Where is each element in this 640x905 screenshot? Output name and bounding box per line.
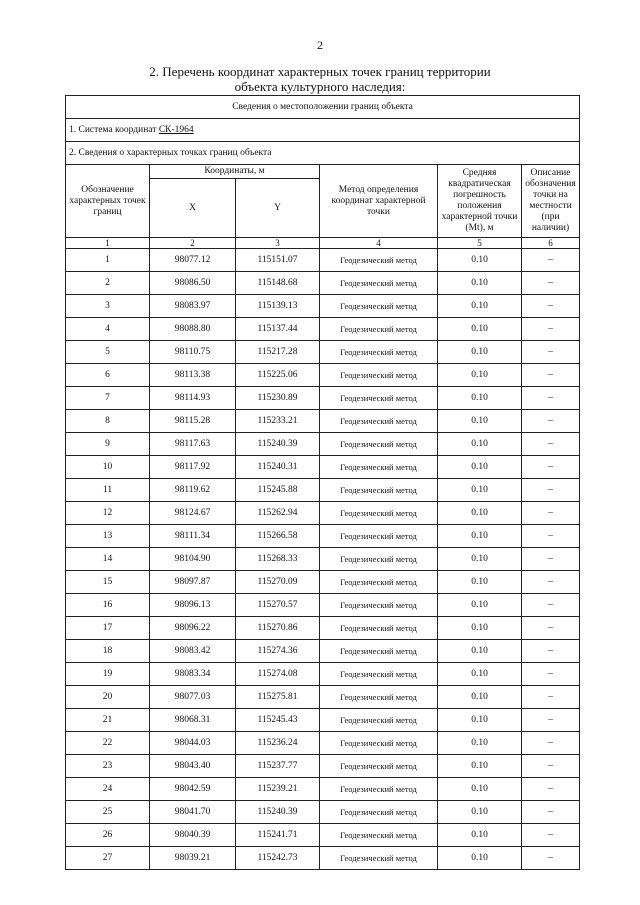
coordinate-system-row (66, 119, 580, 142)
y-coordinate-cell: 115237.77 (236, 755, 320, 778)
section-heading: Сведения о местоположении границ объекта (66, 96, 580, 119)
point-number-cell: 22 (66, 732, 150, 755)
coordinates-table (65, 95, 580, 870)
x-coordinate-cell: 98124.67 (150, 502, 236, 525)
description-cell: – (522, 387, 580, 410)
y-coordinate-cell: 115245.43 (236, 709, 320, 732)
table-row (66, 479, 580, 502)
header-point-designation: Обозначение характерных точек границ (66, 165, 150, 238)
table-row (66, 456, 580, 479)
method-cell: Геодезический метод (320, 755, 438, 778)
table-row (66, 410, 580, 433)
accuracy-cell: 0.10 (438, 594, 522, 617)
y-coordinate-cell: 115245.88 (236, 479, 320, 502)
y-coordinate-cell: 115274.36 (236, 640, 320, 663)
point-number-cell: 17 (66, 617, 150, 640)
method-cell: Геодезический метод (320, 456, 438, 479)
description-cell: – (522, 479, 580, 502)
y-coordinate-cell: 115137.44 (236, 318, 320, 341)
x-coordinate-cell: 98097.87 (150, 571, 236, 594)
column-number: 2 (150, 238, 236, 249)
y-coordinate-cell: 115225.06 (236, 364, 320, 387)
document-title (0, 64, 640, 94)
accuracy-cell: 0.10 (438, 341, 522, 364)
point-number-cell: 21 (66, 709, 150, 732)
method-cell: Геодезический метод (320, 433, 438, 456)
point-number-cell: 27 (66, 847, 150, 870)
point-number-cell: 25 (66, 801, 150, 824)
point-number-cell: 23 (66, 755, 150, 778)
table-row (66, 709, 580, 732)
document-title-line-2: объекта культурного наследия: (234, 79, 406, 94)
y-coordinate-cell: 115240.39 (236, 433, 320, 456)
method-cell: Геодезический метод (320, 341, 438, 364)
table-row (66, 594, 580, 617)
table-row (66, 387, 580, 410)
y-coordinate-cell: 115274.08 (236, 663, 320, 686)
accuracy-cell: 0.10 (438, 824, 522, 847)
description-cell: – (522, 847, 580, 870)
description-cell: – (522, 594, 580, 617)
point-number-cell: 24 (66, 778, 150, 801)
point-number-cell: 5 (66, 341, 150, 364)
x-coordinate-cell: 98110.75 (150, 341, 236, 364)
table-row (66, 617, 580, 640)
y-coordinate-cell: 115266.58 (236, 525, 320, 548)
x-coordinate-cell: 98113.38 (150, 364, 236, 387)
x-coordinate-cell: 98111.34 (150, 525, 236, 548)
method-cell: Геодезический метод (320, 387, 438, 410)
coordinate-system-value: СК-1964 (158, 125, 194, 135)
x-coordinate-cell: 98119.62 (150, 479, 236, 502)
point-number-cell: 16 (66, 594, 150, 617)
accuracy-cell: 0.10 (438, 686, 522, 709)
x-coordinate-cell: 98096.13 (150, 594, 236, 617)
accuracy-cell: 0.10 (438, 801, 522, 824)
x-coordinate-cell: 98088.80 (150, 318, 236, 341)
x-coordinate-cell: 98086.50 (150, 272, 236, 295)
description-cell: – (522, 663, 580, 686)
point-number-cell: 14 (66, 548, 150, 571)
description-cell: – (522, 824, 580, 847)
accuracy-cell: 0.10 (438, 709, 522, 732)
table-row (66, 663, 580, 686)
description-cell: – (522, 456, 580, 479)
x-coordinate-cell: 98117.63 (150, 433, 236, 456)
description-cell: – (522, 318, 580, 341)
x-coordinate-cell: 98044.03 (150, 732, 236, 755)
description-cell: – (522, 272, 580, 295)
accuracy-cell: 0.10 (438, 617, 522, 640)
point-number-cell: 13 (66, 525, 150, 548)
point-number-cell: 9 (66, 433, 150, 456)
y-coordinate-cell: 115270.86 (236, 617, 320, 640)
point-number-cell: 12 (66, 502, 150, 525)
x-coordinate-cell: 98077.12 (150, 249, 236, 272)
point-number-cell: 15 (66, 571, 150, 594)
y-coordinate-cell: 115139.13 (236, 295, 320, 318)
table-row (66, 686, 580, 709)
x-coordinate-cell: 98114.93 (150, 387, 236, 410)
description-cell: – (522, 571, 580, 594)
x-coordinate-cell: 98040.39 (150, 824, 236, 847)
description-cell: – (522, 525, 580, 548)
accuracy-cell: 0.10 (438, 502, 522, 525)
accuracy-cell: 0.10 (438, 548, 522, 571)
column-number: 6 (522, 238, 580, 249)
method-cell: Геодезический метод (320, 249, 438, 272)
point-number-cell: 3 (66, 295, 150, 318)
point-number-cell: 26 (66, 824, 150, 847)
description-cell: – (522, 709, 580, 732)
method-cell: Геодезический метод (320, 479, 438, 502)
method-cell: Геодезический метод (320, 364, 438, 387)
column-number: 3 (236, 238, 320, 249)
x-coordinate-cell: 98083.34 (150, 663, 236, 686)
description-cell: – (522, 778, 580, 801)
coordinate-system-label: 1. Система координат (69, 125, 159, 135)
accuracy-cell: 0.10 (438, 755, 522, 778)
x-coordinate-cell: 98115.28 (150, 410, 236, 433)
table-row (66, 249, 580, 272)
method-cell: Геодезический метод (320, 295, 438, 318)
header-method: Метод определения координат характерной точки (320, 165, 438, 238)
description-cell: – (522, 249, 580, 272)
description-cell: – (522, 548, 580, 571)
accuracy-cell: 0.10 (438, 525, 522, 548)
accuracy-cell: 0.10 (438, 847, 522, 870)
method-cell: Геодезический метод (320, 732, 438, 755)
accuracy-cell: 0.10 (438, 272, 522, 295)
header-row-top (66, 165, 580, 179)
y-coordinate-cell: 115242.73 (236, 847, 320, 870)
x-coordinate-cell: 98043.40 (150, 755, 236, 778)
description-cell: – (522, 502, 580, 525)
y-coordinate-cell: 115268.33 (236, 548, 320, 571)
table-row (66, 640, 580, 663)
table-row (66, 433, 580, 456)
description-cell: – (522, 341, 580, 364)
point-number-cell: 1 (66, 249, 150, 272)
y-coordinate-cell: 115151.07 (236, 249, 320, 272)
point-number-cell: 7 (66, 387, 150, 410)
section-heading-row (66, 96, 580, 119)
description-cell: – (522, 801, 580, 824)
y-coordinate-cell: 115240.31 (236, 456, 320, 479)
description-cell: – (522, 410, 580, 433)
description-cell: – (522, 364, 580, 387)
accuracy-cell: 0.10 (438, 249, 522, 272)
method-cell: Геодезический метод (320, 318, 438, 341)
method-cell: Геодезический метод (320, 548, 438, 571)
table-row (66, 755, 580, 778)
description-cell: – (522, 686, 580, 709)
method-cell: Геодезический метод (320, 502, 438, 525)
table-row (66, 778, 580, 801)
y-coordinate-cell: 115241.71 (236, 824, 320, 847)
table-row (66, 525, 580, 548)
y-coordinate-cell: 115233.21 (236, 410, 320, 433)
table-row (66, 295, 580, 318)
method-cell: Геодезический метод (320, 525, 438, 548)
description-cell: – (522, 617, 580, 640)
header-accuracy: Средняя квадратическая погрешность положения характерной точки (Mt), м (438, 165, 522, 238)
description-cell: – (522, 433, 580, 456)
column-number-row (66, 238, 580, 249)
x-coordinate-cell: 98096.22 (150, 617, 236, 640)
table-row (66, 502, 580, 525)
y-coordinate-cell: 115270.57 (236, 594, 320, 617)
point-number-cell: 6 (66, 364, 150, 387)
x-coordinate-cell: 98117.92 (150, 456, 236, 479)
table-row (66, 341, 580, 364)
point-number-cell: 4 (66, 318, 150, 341)
point-number-cell: 2 (66, 272, 150, 295)
method-cell: Геодезический метод (320, 640, 438, 663)
method-cell: Геодезический метод (320, 571, 438, 594)
header-coordinates: Координаты, м (150, 165, 320, 179)
x-coordinate-cell: 98083.42 (150, 640, 236, 663)
accuracy-cell: 0.10 (438, 663, 522, 686)
y-coordinate-cell: 115239.21 (236, 778, 320, 801)
y-coordinate-cell: 115217.28 (236, 341, 320, 364)
x-coordinate-cell: 98039.21 (150, 847, 236, 870)
point-number-cell: 11 (66, 479, 150, 502)
x-coordinate-cell: 98068.31 (150, 709, 236, 732)
x-coordinate-cell: 98041.70 (150, 801, 236, 824)
y-coordinate-cell: 115230.89 (236, 387, 320, 410)
table-row (66, 364, 580, 387)
description-cell: – (522, 295, 580, 318)
accuracy-cell: 0.10 (438, 456, 522, 479)
characteristic-points-heading-row (66, 142, 580, 165)
table-row (66, 318, 580, 341)
characteristic-points-heading: 2. Сведения о характерных точках границ объекта (66, 142, 580, 165)
accuracy-cell: 0.10 (438, 479, 522, 502)
method-cell: Геодезический метод (320, 778, 438, 801)
table-row (66, 272, 580, 295)
accuracy-cell: 0.10 (438, 433, 522, 456)
table-row (66, 824, 580, 847)
header-description: Описание обозначения точки на местности (при наличии) (522, 165, 580, 238)
table-row (66, 548, 580, 571)
description-cell: – (522, 732, 580, 755)
table-row (66, 801, 580, 824)
description-cell: – (522, 755, 580, 778)
method-cell: Геодезический метод (320, 663, 438, 686)
coordinate-system-cell (66, 119, 580, 142)
method-cell: Геодезический метод (320, 709, 438, 732)
accuracy-cell: 0.10 (438, 387, 522, 410)
accuracy-cell: 0.10 (438, 364, 522, 387)
method-cell: Геодезический метод (320, 686, 438, 709)
column-number: 4 (320, 238, 438, 249)
accuracy-cell: 0.10 (438, 732, 522, 755)
table-row (66, 847, 580, 870)
point-number-cell: 8 (66, 410, 150, 433)
document-title-line-1: 2. Перечень координат характерных точек границ территории (149, 64, 491, 79)
header-y: Y (236, 179, 320, 238)
x-coordinate-cell: 98104.90 (150, 548, 236, 571)
y-coordinate-cell: 115148.68 (236, 272, 320, 295)
method-cell: Геодезический метод (320, 824, 438, 847)
method-cell: Геодезический метод (320, 801, 438, 824)
accuracy-cell: 0.10 (438, 640, 522, 663)
header-x: X (150, 179, 236, 238)
method-cell: Геодезический метод (320, 272, 438, 295)
column-number: 1 (66, 238, 150, 249)
x-coordinate-cell: 98042.59 (150, 778, 236, 801)
method-cell: Геодезический метод (320, 847, 438, 870)
accuracy-cell: 0.10 (438, 295, 522, 318)
point-number-cell: 18 (66, 640, 150, 663)
method-cell: Геодезический метод (320, 594, 438, 617)
description-cell: – (522, 640, 580, 663)
table-row (66, 571, 580, 594)
method-cell: Геодезический метод (320, 410, 438, 433)
point-number-cell: 20 (66, 686, 150, 709)
accuracy-cell: 0.10 (438, 778, 522, 801)
method-cell: Геодезический метод (320, 617, 438, 640)
point-number-cell: 19 (66, 663, 150, 686)
column-number: 5 (438, 238, 522, 249)
y-coordinate-cell: 115240.39 (236, 801, 320, 824)
x-coordinate-cell: 98083.97 (150, 295, 236, 318)
page-number: 2 (317, 38, 323, 52)
y-coordinate-cell: 115275.81 (236, 686, 320, 709)
accuracy-cell: 0.10 (438, 318, 522, 341)
accuracy-cell: 0.10 (438, 410, 522, 433)
y-coordinate-cell: 115270.09 (236, 571, 320, 594)
point-number-cell: 10 (66, 456, 150, 479)
y-coordinate-cell: 115236.24 (236, 732, 320, 755)
x-coordinate-cell: 98077.03 (150, 686, 236, 709)
accuracy-cell: 0.10 (438, 571, 522, 594)
y-coordinate-cell: 115262.94 (236, 502, 320, 525)
table-row (66, 732, 580, 755)
